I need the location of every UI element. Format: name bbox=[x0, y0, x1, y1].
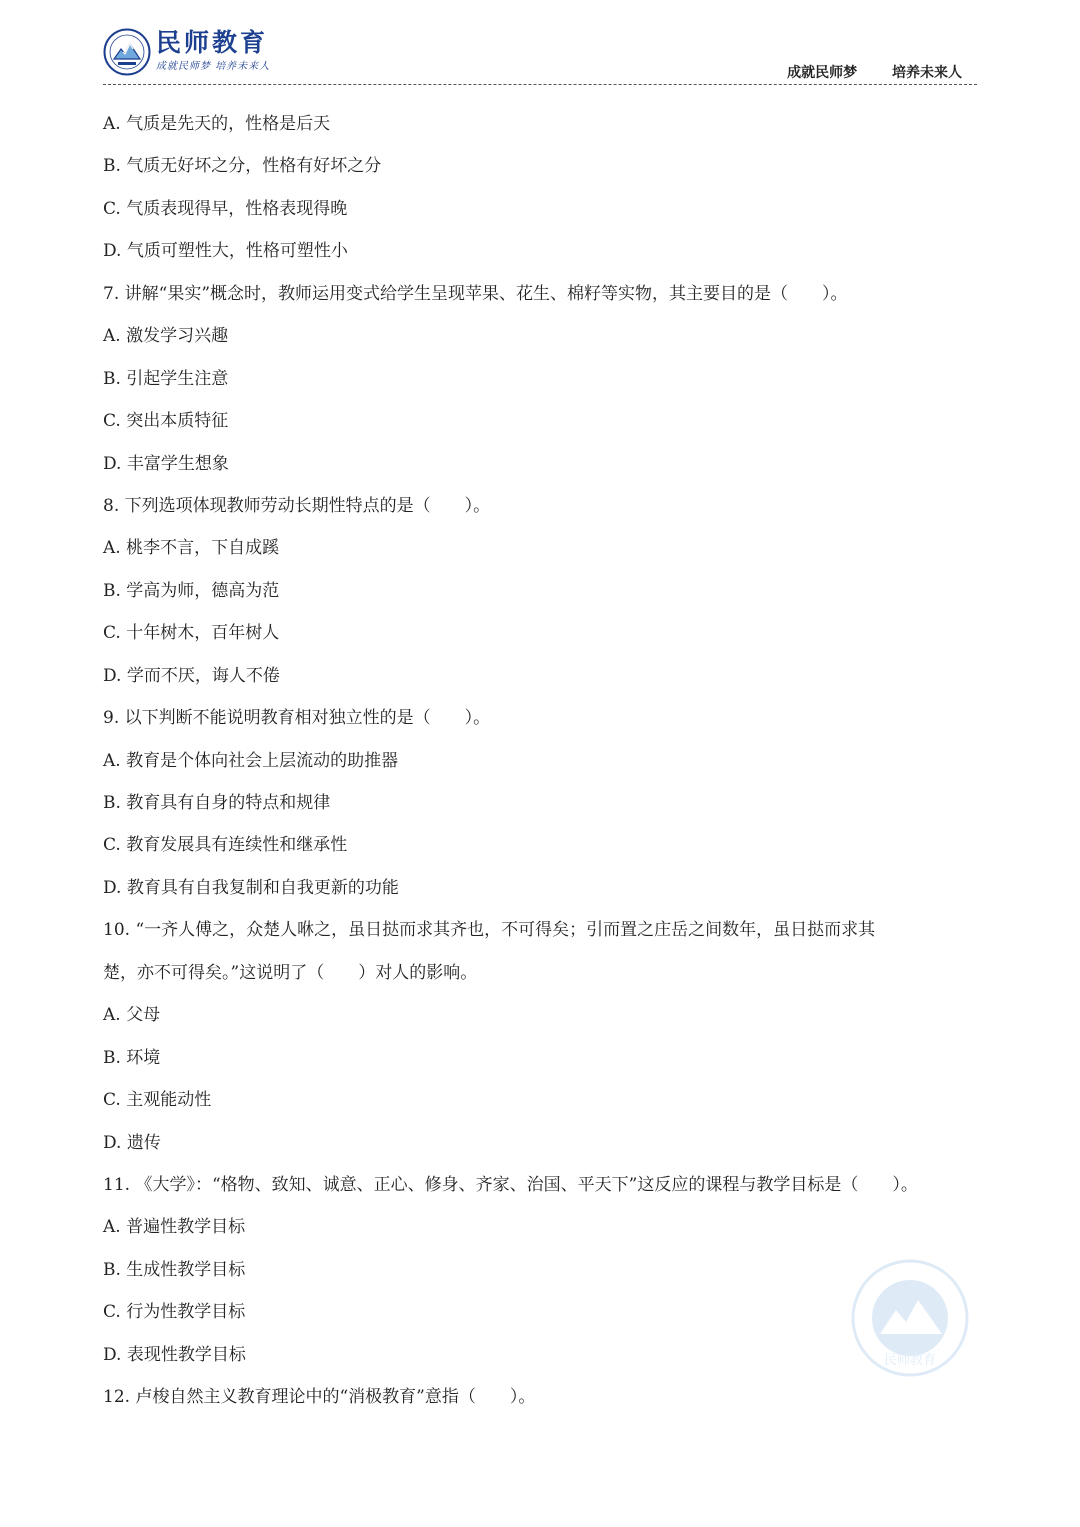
option-line: A. 教育是个体向社会上层流动的助推器 bbox=[103, 750, 399, 771]
option-line: A. 普遍性教学目标 bbox=[103, 1217, 246, 1238]
question-line: 8. 下列选项体现教师劳动长期性特点的是（ ）。 bbox=[103, 495, 491, 516]
question-line: 11. 《大学》：“格物、致知、诚意、正心、修身、齐家、治国、平天下”这反应的课程与教学目标是（ ）。 bbox=[103, 1174, 918, 1195]
watermark-text: 民师教育 bbox=[883, 1353, 937, 1368]
option-line: B. 引起学生注意 bbox=[103, 368, 229, 389]
header-tagline bbox=[787, 64, 962, 82]
question-content bbox=[103, 103, 983, 1419]
option-line: A. 激发学习兴趣 bbox=[103, 326, 229, 347]
option-line: C. 气质表现得早，性格表现得晚 bbox=[103, 198, 348, 219]
option-line: D. 遗传 bbox=[103, 1132, 161, 1153]
question-line: 12. 卢梭自然主义教育理论中的“消极教育”意指（ ）。 bbox=[103, 1387, 536, 1408]
option-line: D. 表现性教学目标 bbox=[103, 1344, 246, 1365]
option-line: A. 气质是先天的，性格是后天 bbox=[103, 114, 331, 134]
option-line: D. 气质可塑性大，性格可塑性小 bbox=[103, 241, 348, 262]
question-line: 楚，亦不可得矣。”这说明了（ ）对人的影响。 bbox=[103, 962, 478, 983]
header-tagline-1: 成就民师梦 bbox=[787, 65, 858, 81]
option-line: C. 突出本质特征 bbox=[103, 411, 229, 432]
watermark-emblem-icon bbox=[850, 1258, 970, 1378]
option-line: C. 教育发展具有连续性和继承性 bbox=[103, 835, 348, 856]
option-line: B. 学高为师，德高为范 bbox=[103, 580, 280, 601]
option-line: D. 学而不厌，诲人不倦 bbox=[103, 665, 280, 686]
question-line: 7. 讲解“果实”概念时，教师运用变式给学生呈现苹果、花生、棉籽等实物，其主要目的是（ ）。 bbox=[103, 283, 848, 304]
option-line: B. 气质无好坏之分，性格有好坏之分 bbox=[103, 156, 382, 177]
brand-slogan: 成就民师梦 培养未来人 bbox=[156, 61, 271, 72]
option-line: D. 丰富学生想象 bbox=[103, 453, 229, 474]
option-line: A. 桃李不言，下自成蹊 bbox=[103, 538, 280, 559]
option-line: B. 生成性教学目标 bbox=[103, 1259, 246, 1280]
option-line: C. 行为性教学目标 bbox=[103, 1302, 246, 1323]
header-divider bbox=[103, 84, 977, 85]
mountain-emblem-icon bbox=[103, 28, 151, 76]
option-line: C. 十年树木，百年树人 bbox=[103, 623, 280, 644]
header-tagline-2: 培养未来人 bbox=[892, 65, 962, 81]
option-line: B. 教育具有自身的特点和规律 bbox=[103, 793, 331, 813]
question-line: 10. “一齐人傅之，众楚人咻之，虽日挞而求其齐也，不可得矣；引而置之庄岳之间数年，虽日挞而求其 bbox=[103, 920, 876, 941]
option-line: D. 教育具有自我复制和自我更新的功能 bbox=[103, 877, 399, 898]
page-header bbox=[0, 0, 1080, 90]
option-line: B. 环境 bbox=[103, 1047, 161, 1068]
option-line: A. 父母 bbox=[103, 1005, 161, 1026]
question-line: 9. 以下判断不能说明教育相对独立性的是（ ）。 bbox=[103, 708, 491, 729]
brand-name: 民师教育 bbox=[156, 28, 269, 57]
option-line: C. 主观能动性 bbox=[103, 1090, 212, 1111]
